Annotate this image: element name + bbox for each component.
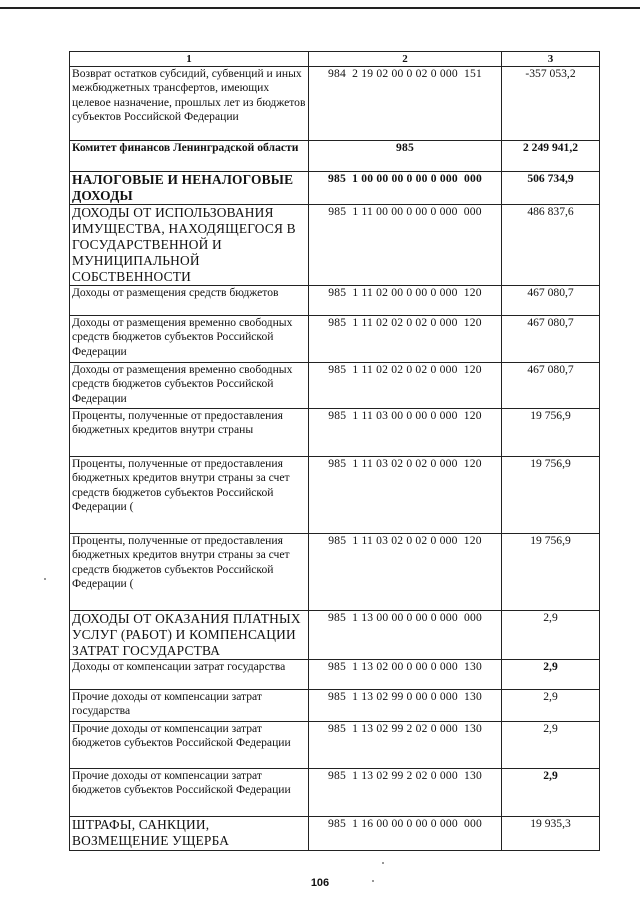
row-code: 985 1 13 02 00 0 00 0 000 130	[309, 660, 502, 690]
row-sum: 486 837,6	[502, 205, 600, 286]
row-name: Возврат остатков субсидий, субвенций и иных межбюджетных трансфертов, имеющих целевое назначение, прошлых лет из бюджетов субъектов Российской Федерации	[70, 67, 309, 141]
table-row	[70, 409, 600, 457]
revenue-table	[69, 51, 600, 851]
row-name: ДОХОДЫ ОТ ОКАЗАНИЯ ПЛАТНЫХ УСЛУГ (РАБОТ) И КОМПЕНСАЦИИ ЗАТРАТ ГОСУДАРСТВА	[70, 611, 309, 660]
table-row	[70, 817, 600, 851]
row-name: Доходы от компенсации затрат государства	[70, 660, 309, 690]
row-code: 985 1 11 03 02 0 02 0 000 120	[309, 457, 502, 534]
scan-speck	[382, 862, 384, 864]
row-code: 985 1 11 02 02 0 02 0 000 120	[309, 316, 502, 363]
table-row	[70, 67, 600, 141]
row-name: Доходы от размещения временно свободных средств бюджетов субъектов Российской Федерации	[70, 316, 309, 363]
row-code: 985	[309, 141, 502, 172]
row-code: 985 1 16 00 00 0 00 0 000 000	[309, 817, 502, 851]
table-row	[70, 534, 600, 611]
row-sum: 506 734,9	[502, 172, 600, 205]
row-code: 985 1 13 02 99 0 00 0 000 130	[309, 690, 502, 722]
row-code: 984 2 19 02 00 0 02 0 000 151	[309, 67, 502, 141]
row-code: 985 1 11 02 00 0 00 0 000 120	[309, 286, 502, 316]
row-name: ШТРАФЫ, САНКЦИИ, ВОЗМЕЩЕНИЕ УЩЕРБА	[70, 817, 309, 851]
row-name: Проценты, полученные от предоставления бюджетных кредитов внутри страны за счет средств бюджетов субъектов Российской Федерации (	[70, 457, 309, 534]
table-row	[70, 172, 600, 205]
row-sum: 19 756,9	[502, 534, 600, 611]
column-header-2: 2	[309, 52, 502, 67]
column-header-1: 1	[70, 52, 309, 67]
page-number: 106	[310, 877, 330, 889]
row-sum: 2,9	[502, 611, 600, 660]
row-sum: 19 756,9	[502, 457, 600, 534]
row-code: 985 1 11 00 00 0 00 0 000 000	[309, 205, 502, 286]
table-row	[70, 286, 600, 316]
row-name: Проценты, полученные от предоставления бюджетных кредитов внутри страны	[70, 409, 309, 457]
row-sum: 467 080,7	[502, 316, 600, 363]
row-name: Доходы от размещения средств бюджетов	[70, 286, 309, 316]
table-row	[70, 660, 600, 690]
scan-speck	[44, 578, 46, 580]
table-row	[70, 722, 600, 769]
row-sum: 2,9	[502, 660, 600, 690]
table-row	[70, 769, 600, 817]
row-name: Прочие доходы от компенсации затрат государства	[70, 690, 309, 722]
row-code: 985 1 13 00 00 0 00 0 000 000	[309, 611, 502, 660]
row-code: 985 1 11 03 00 0 00 0 000 120	[309, 409, 502, 457]
row-name: ДОХОДЫ ОТ ИСПОЛЬЗОВАНИЯ ИМУЩЕСТВА, НАХОДЯЩЕГОСЯ В ГОСУДАРСТВЕННОЙ И МУНИЦИПАЛЬНОЙ СОБСТВЕННОСТИ	[70, 205, 309, 286]
header-row	[70, 52, 600, 67]
row-name: Прочие доходы от компенсации затрат бюджетов субъектов Российской Федерации	[70, 722, 309, 769]
row-code: 985 1 13 02 99 2 02 0 000 130	[309, 769, 502, 817]
row-sum: 2,9	[502, 690, 600, 722]
table-row	[70, 141, 600, 172]
table-row	[70, 690, 600, 722]
row-sum: 2,9	[502, 722, 600, 769]
row-code: 985 1 00 00 00 0 00 0 000 000	[309, 172, 502, 205]
row-sum: 467 080,7	[502, 363, 600, 409]
row-sum: 19 756,9	[502, 409, 600, 457]
row-code: 985 1 11 03 02 0 02 0 000 120	[309, 534, 502, 611]
row-sum: 2,9	[502, 769, 600, 817]
column-header-3: 3	[502, 52, 600, 67]
table-row	[70, 363, 600, 409]
row-name: НАЛОГОВЫЕ И НЕНАЛОГОВЫЕ ДОХОДЫ	[70, 172, 309, 205]
row-name: Прочие доходы от компенсации затрат бюджетов субъектов Российской Федерации	[70, 769, 309, 817]
row-name: Проценты, полученные от предоставления бюджетных кредитов внутри страны за счет средств бюджетов субъектов Российской Федерации (	[70, 534, 309, 611]
row-sum: 467 080,7	[502, 286, 600, 316]
table-row	[70, 457, 600, 534]
top-border-line	[0, 7, 640, 9]
row-code: 985 1 11 02 02 0 02 0 000 120	[309, 363, 502, 409]
row-sum: -357 053,2	[502, 67, 600, 141]
row-name: Комитет финансов Ленинградской области	[70, 141, 309, 172]
table-row	[70, 205, 600, 286]
row-sum: 2 249 941,2	[502, 141, 600, 172]
row-name: Доходы от размещения временно свободных средств бюджетов субъектов Российской Федерации	[70, 363, 309, 409]
row-sum: 19 935,3	[502, 817, 600, 851]
row-code: 985 1 13 02 99 2 02 0 000 130	[309, 722, 502, 769]
table-row	[70, 611, 600, 660]
table-row	[70, 316, 600, 363]
